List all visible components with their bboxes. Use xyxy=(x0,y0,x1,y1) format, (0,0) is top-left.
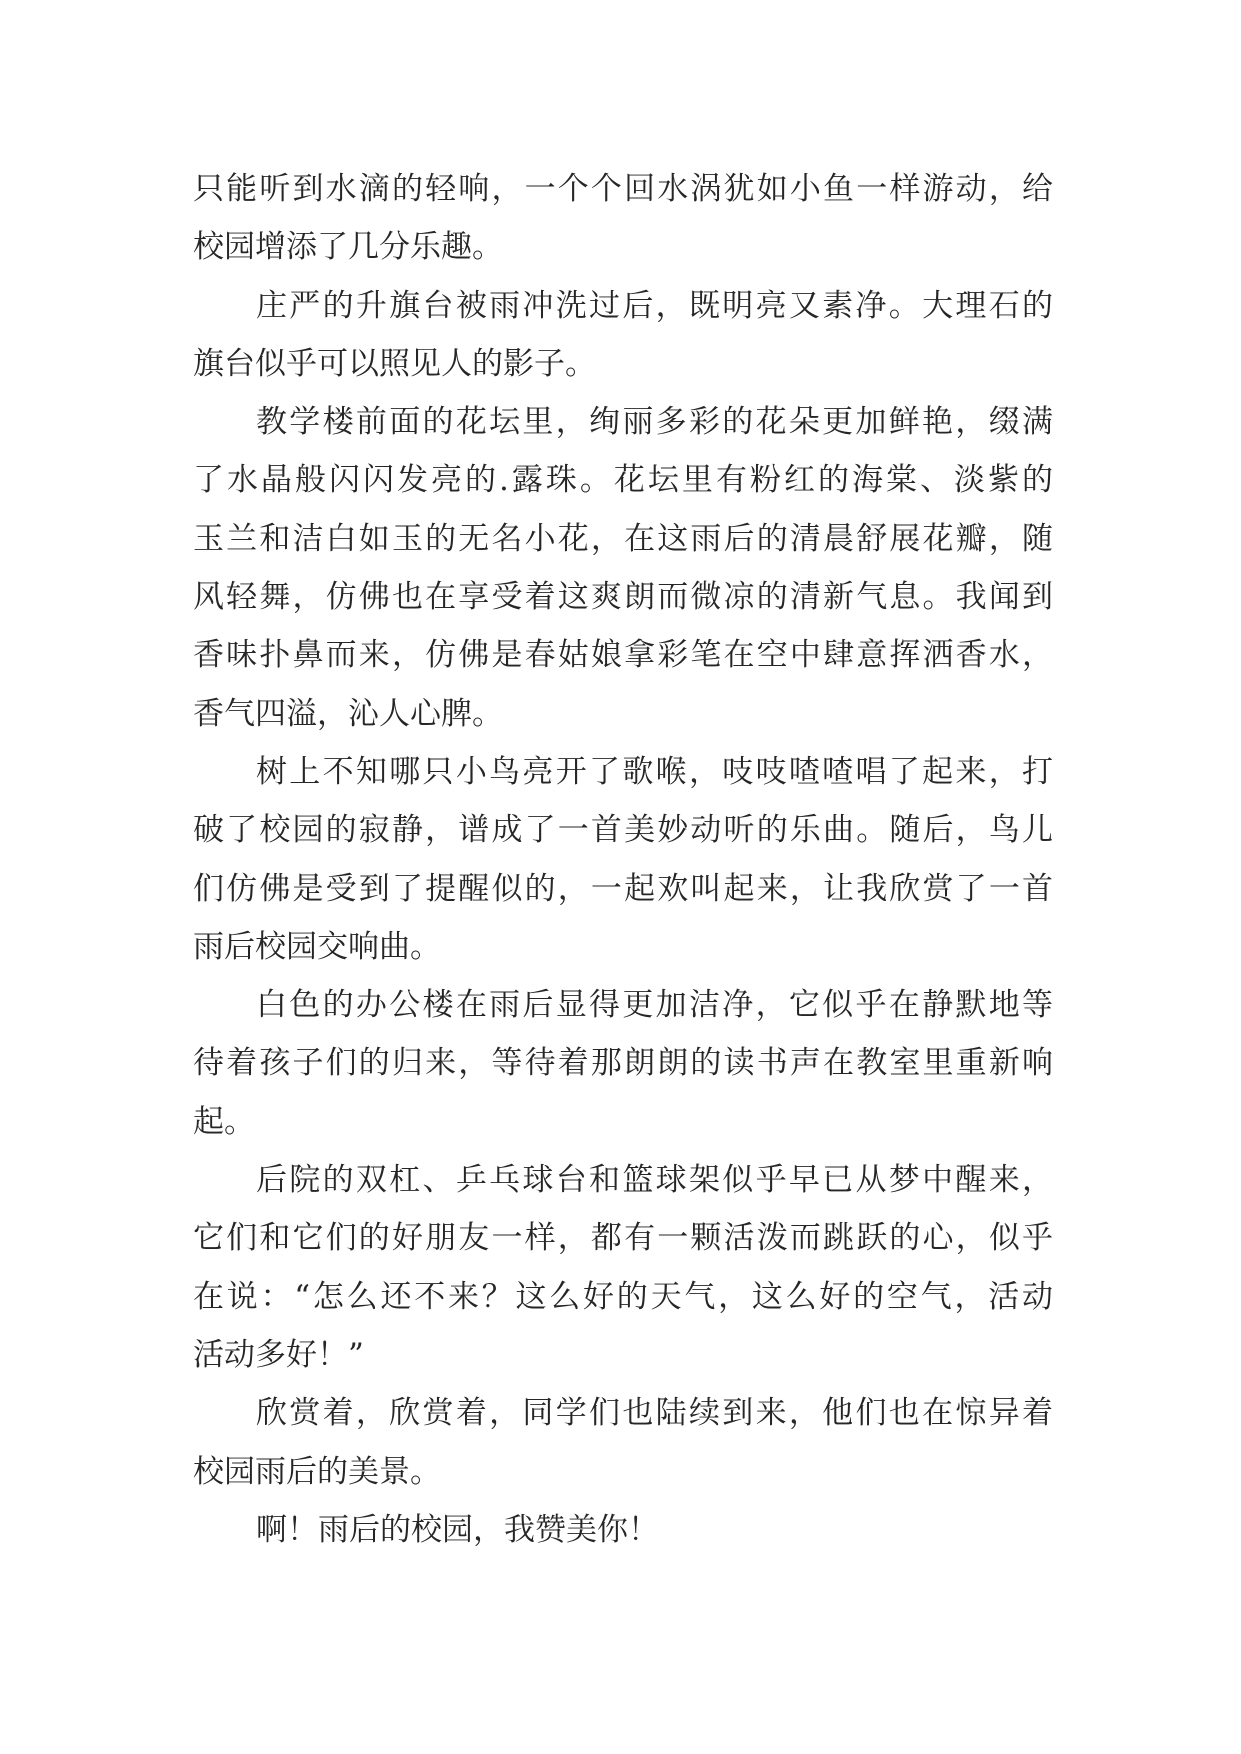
paragraph xyxy=(193,1384,1053,1501)
paragraph xyxy=(193,1151,1053,1384)
text-line: 玉兰和洁白如玉的无名小花，在这雨后的清晨舒展花瓣，随 xyxy=(193,520,1053,557)
text-line: 起。 xyxy=(193,1103,255,1140)
text-line: 校园雨后的美景。 xyxy=(193,1453,441,1490)
text-line: 雨后校园交响曲。 xyxy=(193,928,441,965)
text-line: 校园增添了几分乐趣。 xyxy=(193,229,503,266)
text-line: 白色的办公楼在雨后显得更加洁净，它似乎在静默地等 xyxy=(256,987,1053,1024)
text-line: 了水晶般闪闪发亮的.露珠。花坛里有粉红的海棠、淡紫的 xyxy=(193,462,1053,499)
text-line: 破了校园的寂静，谱成了一首美妙动听的乐曲。随后，鸟儿 xyxy=(193,812,1053,849)
essay-body xyxy=(193,160,1053,1559)
text-line: 香味扑鼻而来，仿佛是春姑娘拿彩笔在空中肆意挥洒香水， xyxy=(193,637,1053,674)
text-line: 香气四溢，沁人心脾。 xyxy=(193,695,503,732)
text-line: 欣赏着，欣赏着，同学们也陆续到来，他们也在惊异着 xyxy=(256,1395,1053,1432)
text-line: 啊！雨后的校园，我赞美你！ xyxy=(256,1511,659,1548)
paragraph xyxy=(193,976,1053,1151)
text-line: 活动多好！” xyxy=(193,1336,364,1373)
text-line: 风轻舞，仿佛也在享受着这爽朗而微凉的清新气息。我闻到 xyxy=(193,579,1053,616)
text-line: 树上不知哪只小鸟亮开了歌喉，吱吱喳喳唱了起来，打 xyxy=(256,753,1053,790)
paragraph xyxy=(193,277,1053,394)
text-line: 们仿佛是受到了提醒似的，一起欢叫起来，让我欣赏了一首 xyxy=(193,870,1053,907)
text-line: 后院的双杠、乒乓球台和篮球架似乎早已从梦中醒来， xyxy=(256,1162,1053,1199)
paragraph xyxy=(193,743,1053,976)
paragraph xyxy=(193,160,1053,277)
text-line: 待着孩子们的归来，等待着那朗朗的读书声在教室里重新响 xyxy=(193,1045,1053,1082)
paragraph xyxy=(193,1501,1053,1559)
text-line: 教学楼前面的花坛里，绚丽多彩的花朵更加鲜艳，缀满 xyxy=(256,404,1053,441)
text-line: 它们和它们的好朋友一样，都有一颗活泼而跳跃的心，似乎 xyxy=(193,1220,1053,1257)
text-line: 庄严的升旗台被雨冲洗过后，既明亮又素净。大理石的 xyxy=(256,287,1053,324)
paragraph xyxy=(193,393,1053,743)
text-line: 在说：“怎么还不来？这么好的天气，这么好的空气，活动 xyxy=(193,1278,1053,1315)
text-line: 旗台似乎可以照见人的影子。 xyxy=(193,345,596,382)
text-line: 只能听到水滴的轻响，一个个回水涡犹如小鱼一样游动，给 xyxy=(193,171,1053,207)
